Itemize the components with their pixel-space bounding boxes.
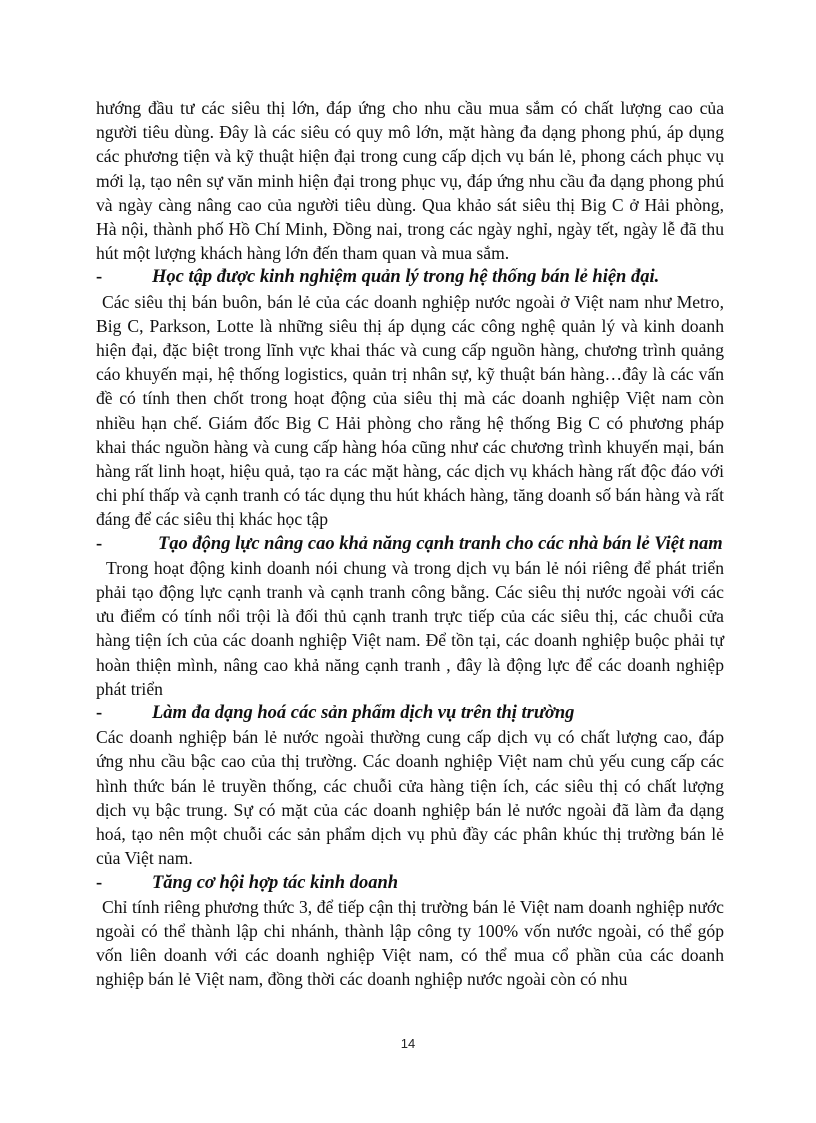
paragraph-management: Các siêu thị bán buôn, bán lẻ của các doanh nghiệp nước ngoài ở Việt nam như Metro, Big C, Parkson, Lotte là những siêu thị áp dụng các công nghệ quản lý và kinh doanh hiện đại, đặc biệt trong lĩnh vực khai thác và cung cấp nguồn hàng, chương trình quảng cáo khuyến mại, hệ thống logistics, quản trị nhân sự, kỹ thuật bán hàng…đây là các vấn đề có tính then chốt trong hoạt động của siêu thị mà các doanh nghiệp Việt nam còn nhiều hạn chế. Giám đốc Big C Hải phòng cho rằng hệ thống Big C có phương pháp khai thác nguồn hàng và cung cấp hàng hóa cũng như các chương trình khuyến mại, bán hàng rất linh hoạt, hiệu quả, tạo ra các mặt hàng, các dịch vụ khách hàng rất độc đáo với chi phí thấp và cạnh tranh có tác dụng thu hút khách hàng, tăng doanh số bán hàng và rất đáng để các siêu thị khác học tập bbox=[96, 291, 724, 530]
paragraph-diversification: Các doanh nghiệp bán lẻ nước ngoài thường cung cấp dịch vụ có chất lượng cao, đáp ứng nhu cầu bậc cao của thị trường. Các doanh nghiệp Việt nam chủ yếu cung cấp các hình thức bán lẻ truyền thống, các chuỗi cửa hàng tiện ích, các siêu thị có chất lượng dịch vụ bậc trung. Sự có mặt của các doanh nghiệp bán lẻ nước ngoài đã làm đa dạng hoá, tạo nên một chuỗi các sản phẩm dịch vụ phủ đầy các phân khúc thị trường bán lẻ của Việt nam. bbox=[96, 727, 724, 869]
paragraph-intro: hướng đầu tư các siêu thị lớn, đáp ứng cho nhu cầu mua sắm có chất lượng cao của người tiêu dùng. Đây là các siêu có quy mô lớn, mặt hàng đa dạng phong phú, áp dụng các phương tiện và kỹ thuật hiện đại trong cung cấp dịch vụ bán lẻ, phong cách phục vụ mới lạ, tạo nên sự văn minh hiện đại trong phục vụ, đáp ứng nhu cầu đa dạng phong phú và ngày càng nâng cao của người tiêu dùng. Qua khảo sát siêu thị Big C ở Hải phòng, Hà nội, thành phố Hồ Chí Minh, Đồng nai, trong các ngày nghỉ, ngày tết, ngày lễ đã thu hút một lượng khách hàng lớn đến tham quan và mua sắm. bbox=[96, 98, 724, 264]
heading-diversification bbox=[96, 701, 724, 725]
heading-text: Làm đa dạng hoá các sản phẩm dịch vụ trên thị trường bbox=[152, 703, 575, 724]
page-number: 14 bbox=[400, 1036, 416, 1051]
heading-text: Tạo động lực nâng cao khả năng cạnh tranh cho các nhà bán lẻ Việt nam bbox=[158, 533, 723, 554]
document-body bbox=[96, 96, 724, 992]
heading-text: Tăng cơ hội hợp tác kinh doanh bbox=[152, 872, 399, 893]
bullet-dash: - bbox=[96, 533, 103, 554]
bullet-dash: - bbox=[96, 267, 103, 288]
heading-competition bbox=[96, 532, 724, 556]
bullet-dash: - bbox=[96, 872, 103, 893]
paragraph-competition: Trong hoạt động kinh doanh nói chung và trong dịch vụ bán lẻ nói riêng để phát triển phải tạo động lực cạnh tranh và cạnh tranh công bằng. Các siêu thị nước ngoài với các ưu điểm có tính nổi trội là đối thủ cạnh tranh trực tiếp của các siêu thị, các chuỗi cửa hàng tiện ích của các doanh nghiệp Việt nam. Để tồn tại, các doanh nghiệp buộc phải tự hoàn thiện mình, nâng cao khả năng cạnh tranh , đây là động lực để các doanh nghiệp phát triển bbox=[96, 557, 724, 699]
heading-management-experience bbox=[96, 265, 724, 289]
paragraph-cooperation: Chỉ tính riêng phương thức 3, để tiếp cận thị trường bán lẻ Việt nam doanh nghiệp nước ngoài có thể thành lập chi nhánh, thành lập công ty 100% vốn nước ngoài, có thể góp vốn liên doanh với các doanh nghiệp Việt nam, có thể mua cổ phần của các doanh nghiệp bán lẻ Việt nam, đồng thời các doanh nghiệp nước ngoài còn có nhu bbox=[96, 896, 724, 990]
bullet-dash: - bbox=[96, 703, 103, 724]
heading-cooperation bbox=[96, 871, 724, 895]
heading-text: Học tập được kinh nghiệm quản lý trong hệ thống bán lẻ hiện đại. bbox=[152, 267, 660, 288]
